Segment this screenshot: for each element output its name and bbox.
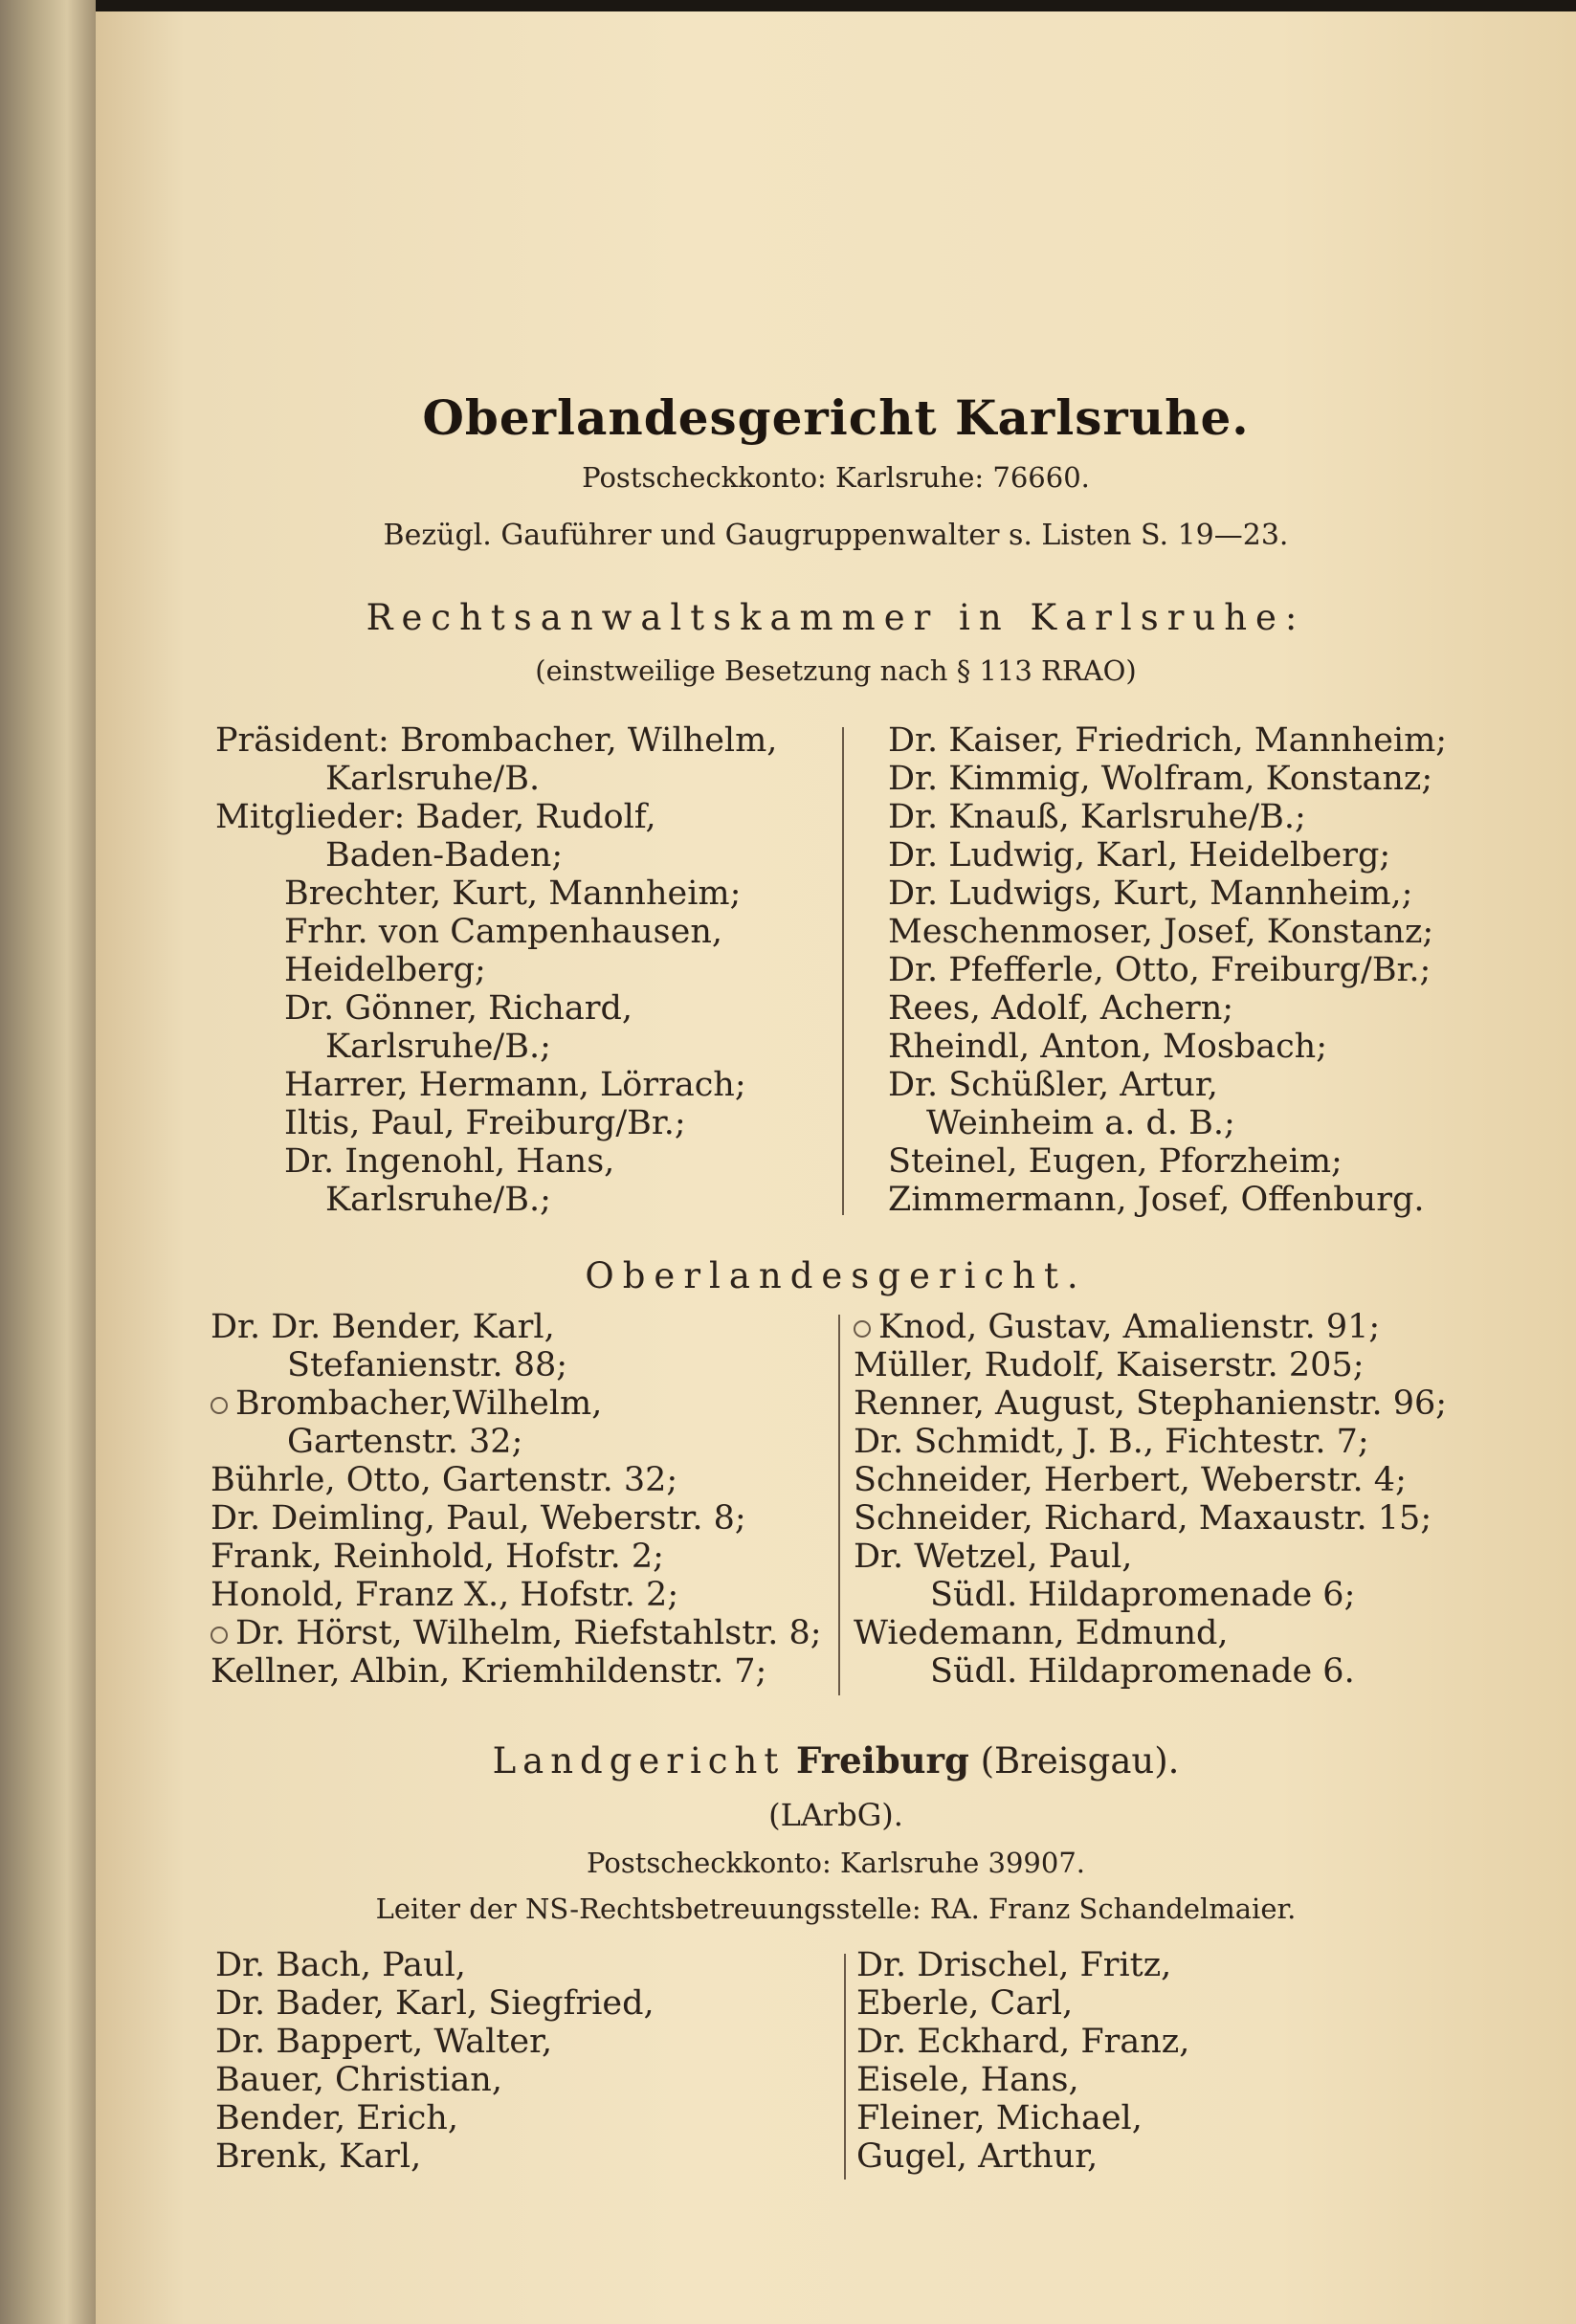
list-item: Dr. Kimmig, Wolfram, Konstanz; [888, 760, 1433, 798]
rak-left-column [215, 721, 777, 1219]
document-page [96, 11, 1576, 2324]
list-item: Dr. Drischel, Fritz, [856, 1946, 1172, 1984]
list-item: Eisele, Hans, [856, 2061, 1079, 2099]
list-item: Wiedemann, Edmund, [854, 1614, 1229, 1652]
lg-sub: (LArbG). [768, 1797, 903, 1833]
list-item: Dr. Ingenohl, Hans, [284, 1142, 615, 1181]
list-item: Dr. Pfefferle, Otto, Freiburg/Br.; [888, 951, 1432, 989]
circle-mark-icon [211, 1397, 228, 1414]
list-item: Dr. Dr. Bender, Karl, [211, 1308, 555, 1346]
list-item: Honold, Franz X., Hofstr. 2; [211, 1576, 679, 1614]
list-item: Brechter, Kurt, Mannheim; [284, 874, 742, 913]
list-item: Dr. Hörst, Wilhelm, Riefstahlstr. 8; [211, 1614, 822, 1652]
list-item: Schneider, Herbert, Weberstr. 4; [854, 1461, 1407, 1499]
list-item: Südl. Hildapromenade 6. [930, 1652, 1355, 1691]
list-item: Mitglieder: Bader, Rudolf, [215, 798, 656, 836]
book-spine [0, 0, 96, 2324]
list-item: Südl. Hildapromenade 6; [930, 1576, 1356, 1614]
list-item: Baden-Baden; [325, 836, 564, 874]
list-item: Karlsruhe/B. [325, 760, 541, 798]
list-item: Brombacher,Wilhelm, [211, 1384, 822, 1423]
list-item: Dr. Bach, Paul, [215, 1946, 466, 1984]
list-item: Dr. Deimling, Paul, Weberstr. 8; [211, 1499, 746, 1538]
rak-heading: Rechtsanwaltskammer in Karlsruhe: [366, 597, 1306, 638]
list-item: Bender, Erich, [215, 2099, 458, 2137]
list-item: Dr. Wetzel, Paul, [854, 1538, 1133, 1576]
list-item: Rheindl, Anton, Mosbach; [888, 1028, 1328, 1066]
list-item: Bührle, Otto, Gartenstr. 32; [211, 1461, 678, 1499]
list-item: Präsident: Brombacher, Wilhelm, [215, 721, 778, 760]
reference-note: Bezügl. Gauführer und Gaugruppenwalter s. Listen S. 19—23. [383, 519, 1289, 552]
olg-left-column [211, 1308, 822, 1691]
list-item: Kellner, Albin, Kriemhildenstr. 7; [211, 1652, 767, 1691]
lg-heading: Landgericht Freiburg (Breisgau). [492, 1739, 1180, 1782]
list-item: Harrer, Hermann, Lörrach; [284, 1066, 746, 1104]
list-item: Schneider, Richard, Maxaustr. 15; [854, 1499, 1432, 1538]
list-item: Iltis, Paul, Freiburg/Br.; [284, 1104, 686, 1142]
list-item: Meschenmoser, Josef, Konstanz; [888, 913, 1434, 951]
list-item: Dr. Schmidt, J. B., Fichtestr. 7; [854, 1423, 1369, 1461]
circle-mark-icon [854, 1320, 871, 1338]
list-item: Dr. Eckhard, Franz, [856, 2023, 1190, 2061]
list-item: Knod, Gustav, Amalienstr. 91; [854, 1308, 1447, 1346]
olg-right-column [854, 1308, 1447, 1691]
rak-subheading: (einstweilige Besetzung nach § 113 RRAO) [535, 654, 1137, 687]
rak-right-column [888, 721, 1447, 1219]
column-divider [842, 727, 844, 1215]
list-item: Eberle, Carl, [856, 1984, 1074, 2023]
list-item: Renner, August, Stephanienstr. 96; [854, 1384, 1448, 1423]
list-item: Stefanienstr. 88; [287, 1346, 568, 1384]
list-item: Heidelberg; [284, 951, 486, 989]
lg-leiter: Leiter der NS-Rechtsbetreuungsstelle: RA. Franz Schandelmaier. [375, 1892, 1297, 1925]
page-title: Oberlandesgericht Karlsruhe. [422, 389, 1250, 446]
list-item: Müller, Rudolf, Kaiserstr. 205; [854, 1346, 1365, 1384]
list-item: Brenk, Karl, [215, 2137, 422, 2176]
list-item: Dr. Kaiser, Friedrich, Mannheim; [888, 721, 1448, 760]
column-divider [844, 1954, 846, 2180]
lg-right-column [856, 1946, 1189, 2176]
column-divider [838, 1315, 840, 1695]
list-item: Dr. Knauß, Karlsruhe/B.; [888, 798, 1306, 836]
list-item: Frank, Reinhold, Hofstr. 2; [211, 1538, 664, 1576]
list-item: Frhr. von Campenhausen, [284, 913, 722, 951]
list-item: Weinheim a. d. B.; [926, 1104, 1235, 1142]
list-item: Dr. Gönner, Richard, [284, 989, 633, 1028]
list-item: Rees, Adolf, Achern; [888, 989, 1234, 1028]
circle-mark-icon [211, 1627, 228, 1644]
list-item: Karlsruhe/B.; [325, 1181, 551, 1219]
lg-left-column [215, 1946, 655, 2176]
list-item: Bauer, Christian, [215, 2061, 502, 2099]
lg-city: Freiburg [796, 1739, 969, 1782]
list-item: Dr. Ludwigs, Kurt, Mannheim,; [888, 874, 1413, 913]
list-item: Dr. Schüßler, Artur, [888, 1066, 1218, 1104]
postscheck-lg: Postscheckkonto: Karlsruhe 39907. [587, 1847, 1085, 1879]
list-item: Fleiner, Michael, [856, 2099, 1143, 2137]
list-item: Steinel, Eugen, Pforzheim; [888, 1142, 1343, 1181]
olg-members-heading: Oberlandesgericht. [585, 1255, 1087, 1296]
postscheck-olg: Postscheckkonto: Karlsruhe: 76660. [582, 461, 1090, 494]
list-item: Dr. Bader, Karl, Siegfried, [215, 1984, 655, 2023]
list-item: Zimmermann, Josef, Offenburg. [888, 1181, 1425, 1219]
list-item: Dr. Ludwig, Karl, Heidelberg; [888, 836, 1391, 874]
list-item: Gartenstr. 32; [287, 1423, 523, 1461]
list-item: Gugel, Arthur, [856, 2137, 1099, 2176]
list-item: Karlsruhe/B.; [325, 1028, 551, 1066]
list-item: Dr. Bappert, Walter, [215, 2023, 553, 2061]
